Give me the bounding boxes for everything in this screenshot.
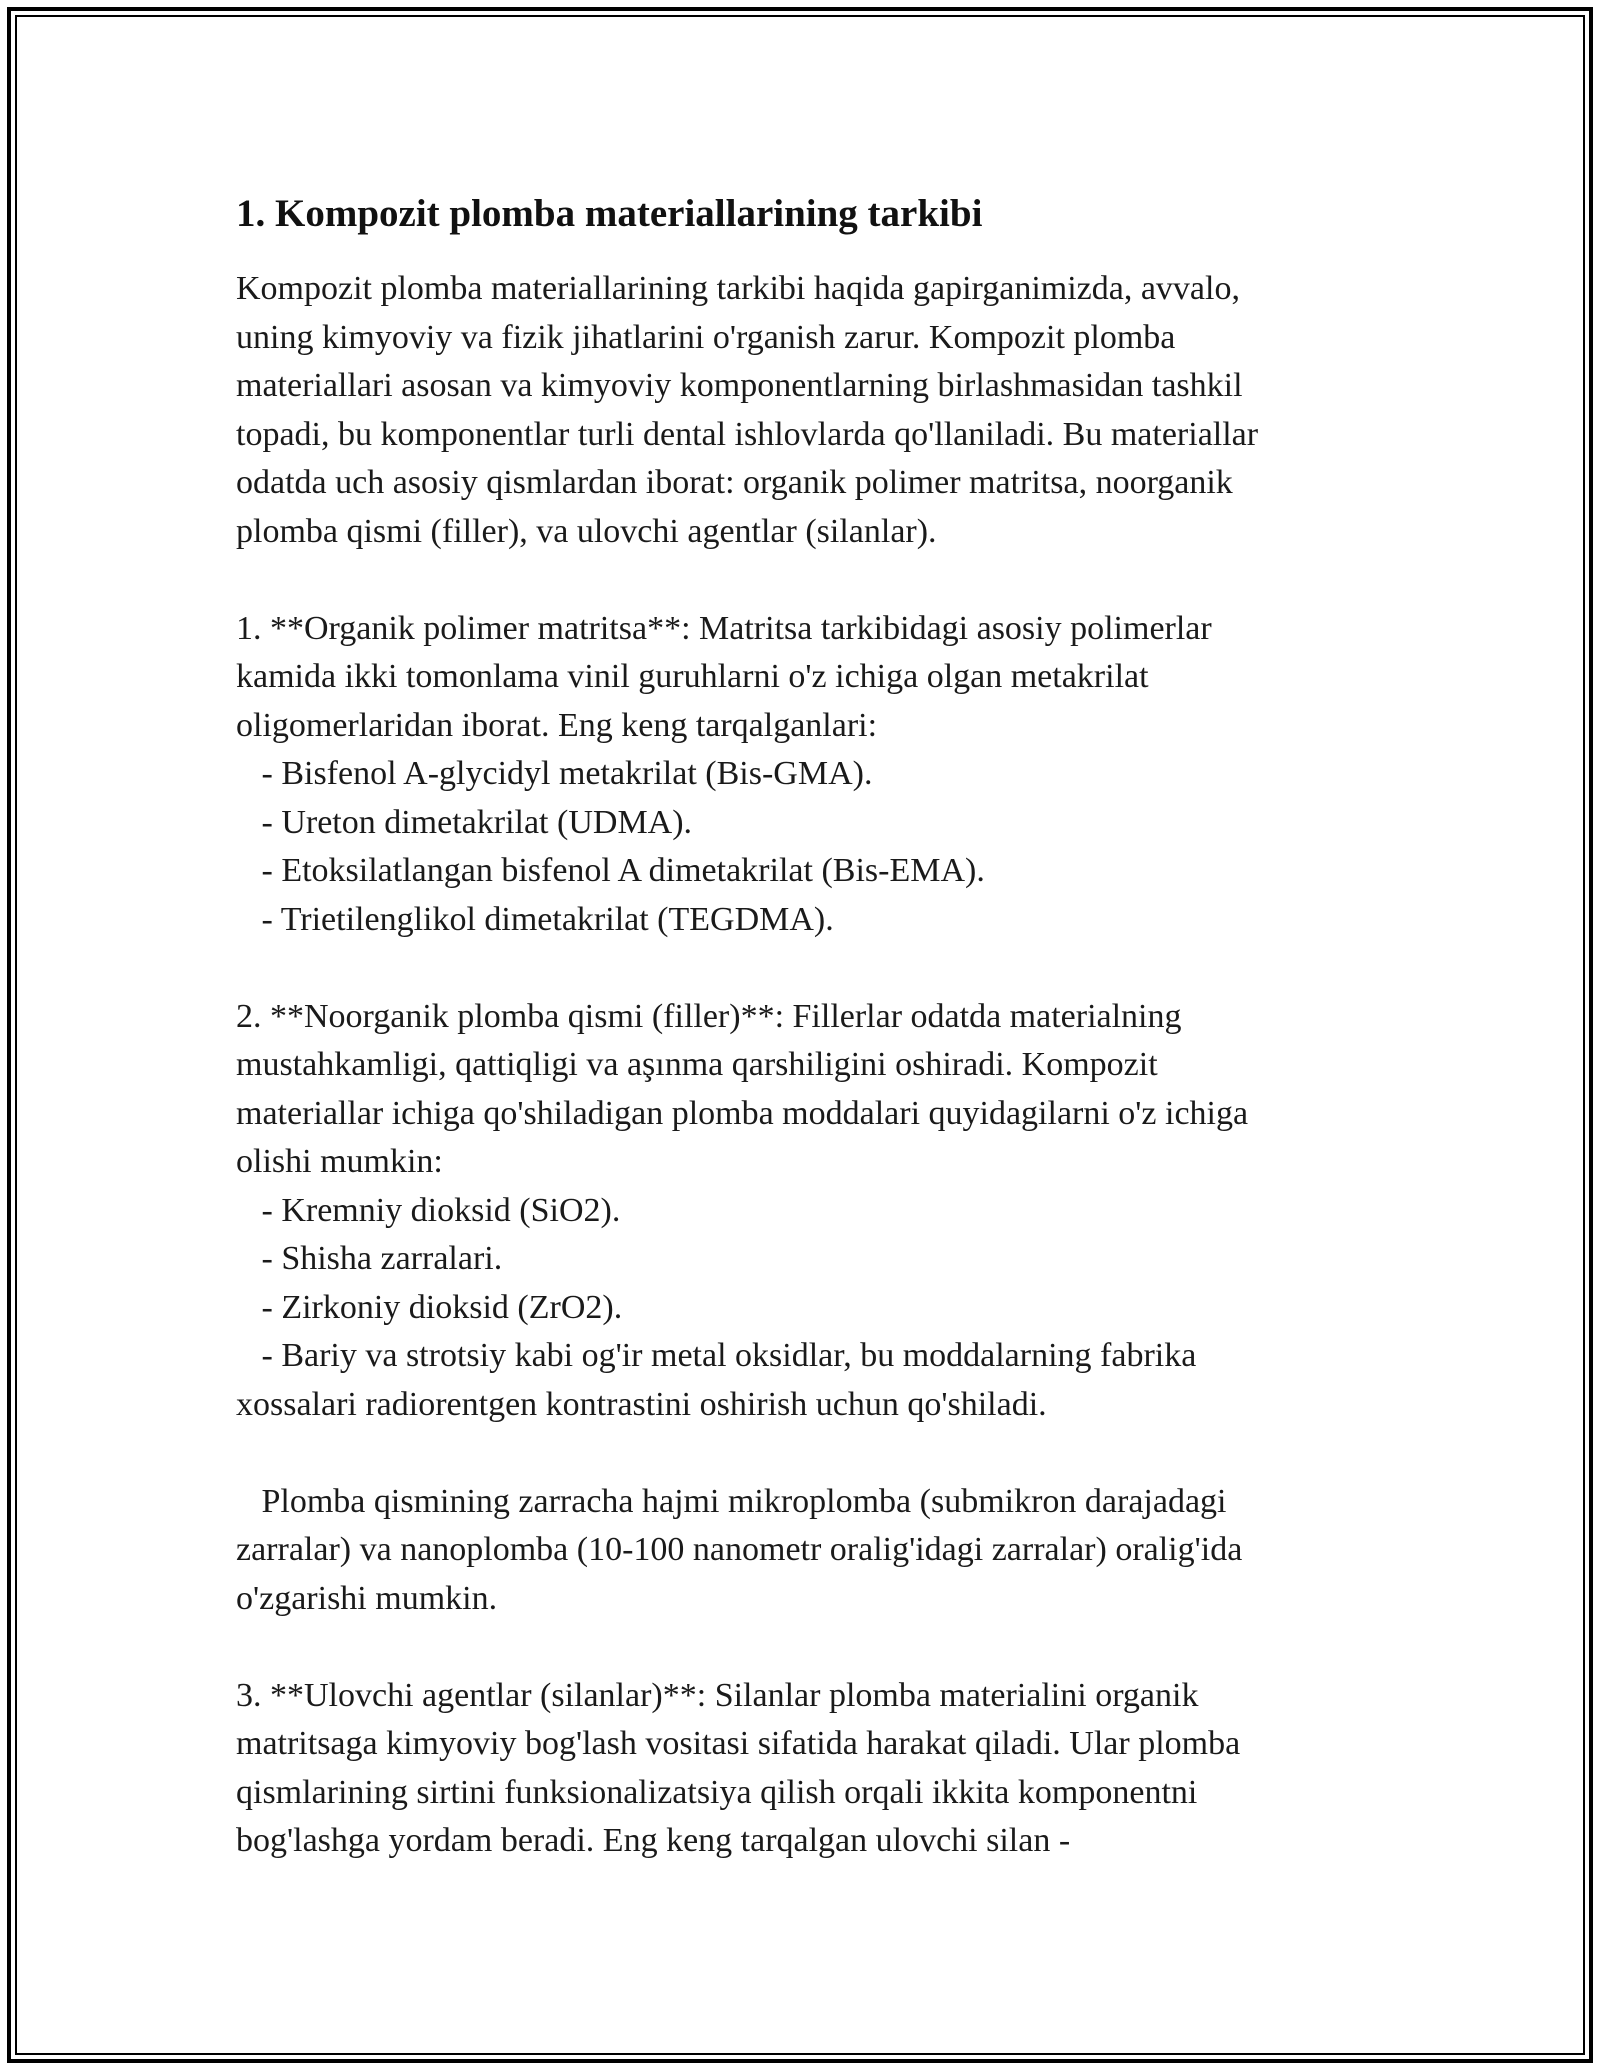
text-line: materiallar ichiga qo'shiladigan plomba moddalari quyidagilarni o'z ichiga (236, 1094, 1249, 1132)
text-line: Plomba qismining zarracha hajmi mikroplomba (submikron darajadagi (236, 1482, 1227, 1520)
section-heading: 1. Kompozit plomba materiallarining tarkibi (236, 192, 983, 235)
text-line: 1. **Organik polimer matritsa**: Matritsa tarkibidagi asosiy polimerlar (236, 609, 1212, 647)
list-item: - Bariy va strotsiy kabi og'ir metal oksidlar, bu moddalarning fabrika (236, 1337, 1197, 1374)
text-line: odatda uch asosiy qismlardan iborat: organik polimer matritsa, noorganik (236, 464, 1233, 501)
list-item: - Zirkoniy dioksid (ZrO2). (236, 1288, 623, 1326)
list-item: - Shisha zarralari. (236, 1240, 503, 1277)
text-line: materiallari asosan va kimyoviy komponentlarning birlashmasidan tashkil (236, 367, 1243, 404)
paragraph-gap (236, 1623, 1366, 1672)
text-line: kamida ikki tomonlama vinil guruhlarni o'z ichiga olgan metakrilat (236, 658, 1149, 695)
coupling-agents-section (236, 1672, 1366, 1866)
text-line: 2. **Noorganik plomba qismi (filler)**: Fillerlar odatda materialning (236, 997, 1182, 1035)
paragraph-gap (236, 1429, 1366, 1478)
text-line: topadi, bu komponentlar turli dental ishlovlarda qo'llaniladi. Bu materiallar (236, 415, 1259, 453)
text-line: xossalari radiorentgen kontrastini oshirish uchun qo'shiladi. (236, 1385, 1047, 1423)
list-item: - Ureton dimetakrilat (UDMA). (236, 803, 693, 841)
text-line: uning kimyoviy va fizik jihatlarini o'rganish zarur. Kompozit plomba (236, 318, 1176, 356)
text-line: 3. **Ulovchi agentlar (silanlar)**: Silanlar plomba materialini organik (236, 1676, 1199, 1714)
text-line: olishi mumkin: (236, 1143, 443, 1180)
list-item: - Kremniy dioksid (SiO2). (236, 1191, 621, 1229)
text-line: mustahkamligi, qattiqligi va aşınma qarshiligini oshiradi. Kompozit (236, 1046, 1158, 1083)
paragraph-gap (236, 556, 1366, 605)
filler-section (236, 993, 1366, 1430)
text-line: oligomerlaridan iborat. Eng keng tarqalganlari: (236, 706, 878, 744)
text-line: o'zgarishi mumkin. (236, 1579, 498, 1617)
filler-note-paragraph (236, 1478, 1366, 1624)
list-item: - Bisfenol A-glycidyl metakrilat (Bis-GMA). (236, 755, 873, 792)
list-item: - Etoksilatlangan bisfenol A dimetakrilat (Bis-EMA). (236, 852, 985, 889)
text-line: matritsaga kimyoviy bog'lash vositasi sifatida harakat qiladi. Ular plomba (236, 1725, 1241, 1762)
paragraph-gap (236, 944, 1366, 993)
text-line: plomba qismi (filler), va ulovchi agentlar (silanlar). (236, 512, 937, 550)
text-line: zarralar) va nanoplomba (10-100 nanometr oralig'idagi zarralar) oralig'ida (236, 1531, 1243, 1568)
text-line: qismlarining sirtini funksionalizatsiya qilish orqali ikkita komponentni (236, 1773, 1198, 1811)
text-line: bog'lashga yordam beradi. Eng keng tarqalgan ulovchi silan - (236, 1822, 1071, 1859)
list-item: - Trietilenglikol dimetakrilat (TEGDMA). (236, 900, 834, 938)
intro-paragraph (236, 265, 1366, 556)
document-body (236, 185, 1366, 1866)
text-line: Kompozit plomba materiallarining tarkibi haqida gapirganimizda, avvalo, (236, 270, 1240, 307)
organic-matrix-section (236, 605, 1366, 945)
